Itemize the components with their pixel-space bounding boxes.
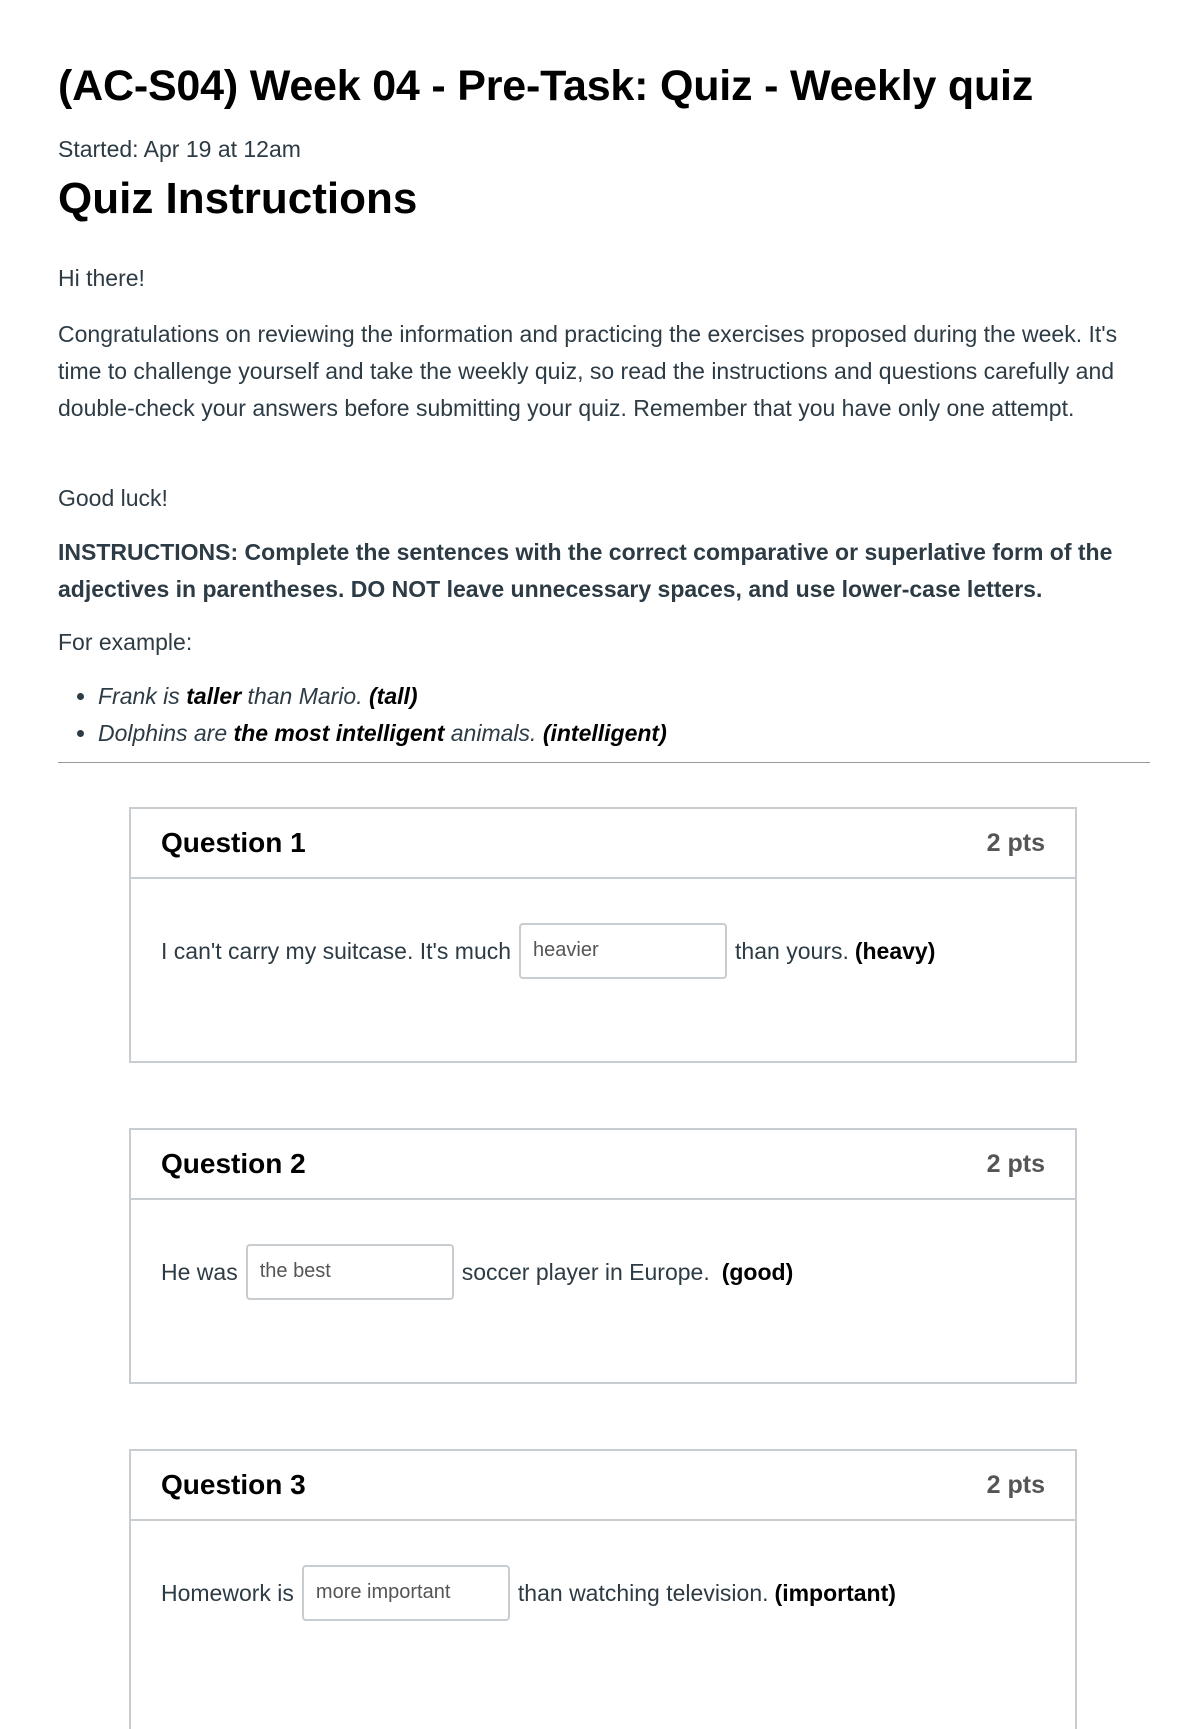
instructions-heading: Quiz Instructions bbox=[58, 174, 418, 223]
question-name: Question 3 bbox=[161, 1469, 306, 1500]
question-points: 2 pts bbox=[986, 829, 1045, 857]
question-card-3 bbox=[129, 1449, 1077, 1729]
question-header bbox=[131, 809, 1075, 879]
example-after: than Mario. bbox=[241, 683, 370, 709]
example-before: Dolphins are bbox=[98, 720, 234, 746]
question-header bbox=[131, 1451, 1075, 1521]
example-item bbox=[98, 715, 667, 752]
answer-input[interactable]: more important bbox=[302, 1565, 510, 1621]
example-before: Frank is bbox=[98, 683, 187, 709]
adjective-hint: (good) bbox=[721, 1258, 794, 1285]
adjective-hint: (important) bbox=[774, 1579, 896, 1606]
example-hint: (intelligent) bbox=[542, 720, 667, 746]
question-points: 2 pts bbox=[986, 1150, 1045, 1178]
question-card-1 bbox=[129, 807, 1077, 1063]
question-body bbox=[131, 879, 1075, 1065]
example-hint: (tall) bbox=[369, 683, 418, 709]
section-divider bbox=[58, 762, 1150, 763]
quiz-title: (AC-S04) Week 04 - Pre-Task: Quiz - Weekly quiz bbox=[58, 62, 1034, 110]
greeting-text: Hi there! bbox=[58, 265, 145, 291]
examples-list bbox=[58, 678, 667, 752]
example-item bbox=[98, 678, 667, 715]
example-answer: the most intelligent bbox=[233, 720, 445, 746]
good-luck-text: Good luck! bbox=[58, 485, 168, 511]
sentence-after: than yours. bbox=[735, 937, 849, 964]
question-sentence bbox=[161, 1565, 896, 1621]
example-answer: taller bbox=[186, 683, 242, 709]
question-body bbox=[131, 1521, 1075, 1707]
question-sentence bbox=[161, 1244, 793, 1300]
example-after: animals. bbox=[444, 720, 543, 746]
answer-input[interactable]: heavier bbox=[519, 923, 727, 979]
rules-paragraph: INSTRUCTIONS: Complete the sentences with the correct comparative or superlative form of the adjectives in parentheses. DO NOT leave unnecessary spaces, and use lower-case letters. bbox=[58, 539, 1113, 602]
sentence-before: Homework is bbox=[161, 1579, 294, 1606]
congrats-paragraph: Congratulations on reviewing the information and practicing the exercises proposed during the week. It's time to challenge yourself and take the weekly quiz, so read the instructions and questions carefully and double-check your answers before submitting your quiz. Remember that you have only one attempt. bbox=[58, 321, 1118, 421]
sentence-before: He was bbox=[161, 1258, 238, 1285]
example-label: For example: bbox=[58, 629, 193, 655]
question-sentence bbox=[161, 923, 935, 979]
sentence-after: than watching television. bbox=[517, 1579, 769, 1606]
sentence-after: soccer player in Europe. bbox=[461, 1258, 710, 1285]
question-body bbox=[131, 1200, 1075, 1386]
started-timestamp: Started: Apr 19 at 12am bbox=[58, 136, 301, 162]
adjective-hint: (heavy) bbox=[854, 937, 936, 964]
sentence-before: I can't carry my suitcase. It's much bbox=[161, 937, 512, 964]
question-points: 2 pts bbox=[986, 1471, 1045, 1499]
question-name: Question 1 bbox=[161, 827, 306, 858]
question-header bbox=[131, 1130, 1075, 1200]
answer-input[interactable]: the best bbox=[246, 1244, 454, 1300]
question-card-2 bbox=[129, 1128, 1077, 1384]
question-name: Question 2 bbox=[161, 1148, 306, 1179]
